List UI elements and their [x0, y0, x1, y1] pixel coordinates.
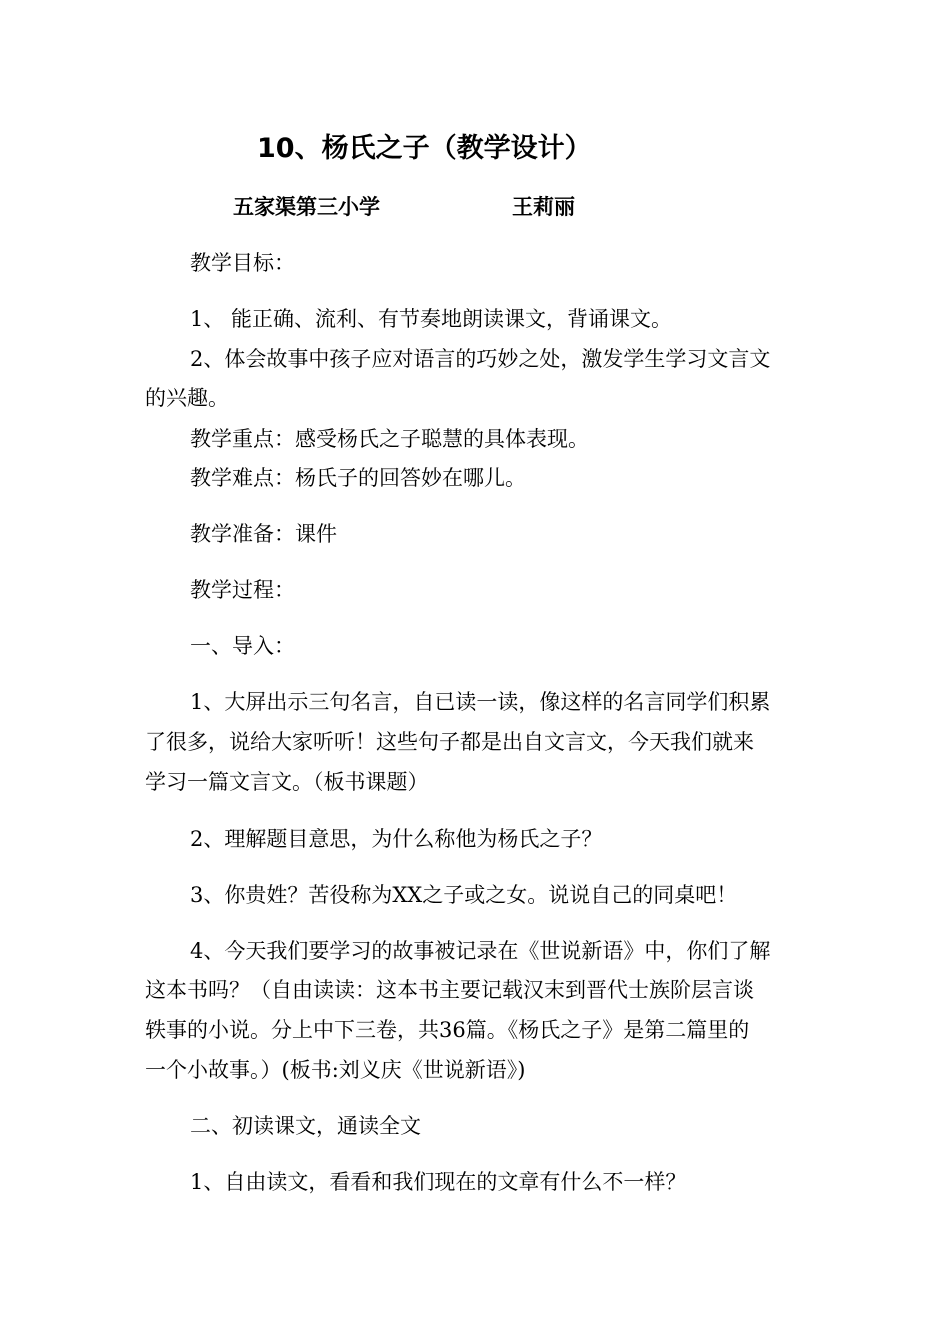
teaching-preparation: 教学准备：课件 — [190, 522, 337, 546]
paragraph-4-line-3: 轶事的小说。分上中下三卷，共36篇。《杨氏之子》是第二篇里的 — [145, 1018, 750, 1042]
teaching-focus: 教学重点：感受杨氏之子聪慧的具体表现。 — [190, 427, 589, 451]
paragraph-1-line-2: 了很多，说给大家听听！这些句子都是出自文言文，今天我们就来 — [145, 730, 754, 754]
school-name: 五家渠第三小学 — [233, 195, 380, 219]
paragraph-4-line-4: 一个小故事。）(板书:刘义庆《世说新语》) — [145, 1058, 526, 1082]
section-heading-introduction: 一、导入： — [190, 634, 295, 658]
paragraph-1-line-3: 学习一篇文言文。（板书课题） — [145, 770, 429, 794]
paragraph-4-line-2: 这本书吗？（自由读读：这本书主要记载汉末到晋代士族阶层言谈 — [145, 978, 754, 1002]
paragraph-4-line-1: 4、今天我们要学习的故事被记录在《世说新语》中，你们了解 — [190, 939, 771, 963]
paragraph-2: 2、理解题目意思，为什么称他为杨氏之子？ — [190, 827, 603, 851]
author-name: 王莉丽 — [512, 195, 575, 219]
document-title: 10、杨氏之子（教学设计） — [257, 133, 592, 164]
objective-2-line-2: 的兴趣。 — [145, 386, 229, 410]
paragraph-3: 3、你贵姓？苦役称为XX之子或之女。说说自己的同桌吧！ — [190, 883, 738, 907]
teaching-difficulty: 教学难点：杨氏子的回答妙在哪儿。 — [190, 466, 526, 490]
section-heading-first-reading: 二、初读课文，通读全文 — [190, 1114, 421, 1138]
objective-2-line-1: 2、体会故事中孩子应对语言的巧妙之处，激发学生学习文言文 — [190, 347, 771, 371]
paragraph-1-line-1: 1、大屏出示三句名言，自已读一读，像这样的名言同学们积累 — [190, 690, 771, 714]
section-heading-objectives: 教学目标： — [190, 251, 295, 275]
objective-1: 1、 能正确、流利、有节奏地朗读课文，背诵课文。 — [190, 307, 673, 331]
reading-step-1: 1、自由读文，看看和我们现在的文章有什么不一样？ — [190, 1170, 687, 1194]
section-heading-process: 教学过程： — [190, 578, 295, 602]
